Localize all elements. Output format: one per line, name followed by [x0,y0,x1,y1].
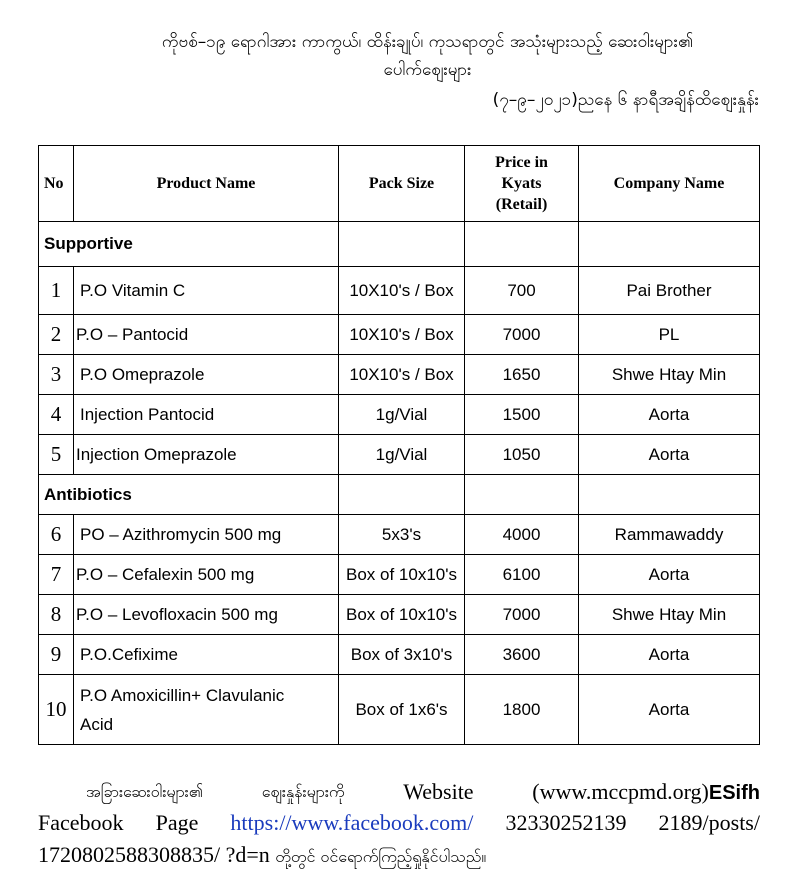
company-name: PL [579,315,760,355]
col-header-price-l3: (Retail) [495,196,548,213]
price: 1800 [465,675,579,745]
row-no: 8 [39,595,74,635]
pack-size: Box of 10x10's [339,555,465,595]
product-name: P.O Omeprazole [74,355,339,395]
col-header-pack: Pack Size [339,146,465,222]
company-name: Rammawaddy [579,515,760,555]
price: 6100 [465,555,579,595]
row-no: 3 [39,355,74,395]
price: 700 [465,267,579,315]
section-row [39,475,760,515]
row-no: 2 [39,315,74,355]
price-date-note: (၇–၉–၂၀၂၁)ညနေ ၆ နာရီအချိန်ထိစျေးနှုန်း [492,90,759,110]
empty-cell [339,222,465,267]
footer-text: 2189/posts/ [658,810,760,835]
pack-size: 1g/Vial [339,435,465,475]
product-name: P.O.Cefixime [74,635,339,675]
product-name-line1: P.O Amoxicillin+ Clavulanic [80,685,285,705]
pack-size: 10X10's / Box [339,267,465,315]
table-header-row [39,146,760,222]
facebook-link[interactable]: https://www.facebook.com/ [230,810,474,835]
table-row [39,435,760,475]
product-name-line2: Acid [80,714,114,734]
footer-text: ESifh [708,782,760,804]
pack-size: 10X10's / Box [339,355,465,395]
table-row [39,395,760,435]
row-no: 4 [39,395,74,435]
drug-price-table [38,145,760,745]
footer-line1 [38,777,760,808]
product-name: PO – Azithromycin 500 mg [74,515,339,555]
pack-size: Box of 1x6's [339,675,465,745]
section-title: Antibiotics [39,475,339,515]
table-row [39,675,760,745]
empty-cell [465,222,579,267]
table-row [39,595,760,635]
company-name: Aorta [579,555,760,595]
price: 3600 [465,635,579,675]
empty-cell [465,475,579,515]
footer-text: တို့တွင် ဝင်ရောက်ကြည့်ရှုနိုင်ပါသည်။ [275,847,487,866]
footer-text: 1720802588308835/ ?d=n [38,842,270,867]
document-title: ကိုဗစ်–၁၉ ရောဂါအား ကာကွယ်၊ ထိန်းချုပ်၊ ကုသရာတွင် အသုံးများသည့် ဆေးဝါးများ၏ [161,32,694,52]
product-name: P.O – Levofloxacin 500 mg [74,595,339,635]
price: 4000 [465,515,579,555]
price: 1650 [465,355,579,395]
company-name: Shwe Htay Min [579,595,760,635]
price: 1050 [465,435,579,475]
product-name: Injection Pantocid [74,395,339,435]
company-name: Pai Brother [579,267,760,315]
table-row [39,315,760,355]
table-row [39,635,760,675]
price: 1500 [465,395,579,435]
row-no: 7 [39,555,74,595]
website-url[interactable]: (www.mccpmd.org) [532,779,709,804]
product-name: Injection Omeprazole [74,435,339,475]
col-header-price-l1: Price in [495,154,548,171]
company-name: Aorta [579,675,760,745]
row-no: 10 [39,675,74,745]
company-name: Aorta [579,435,760,475]
document-title-line2: ပေါက်စျေးများ [383,60,472,80]
table-row [39,515,760,555]
footer-text: စျေးနှုန်းများကို [261,782,345,801]
col-header-company: Company Name [579,146,760,222]
footer-text: အခြားဆေးဝါးများ၏ [86,782,203,801]
footer-text: Page [155,810,199,835]
row-no: 5 [39,435,74,475]
footer-line3 [38,840,760,872]
table-row [39,355,760,395]
section-title: Supportive [39,222,339,267]
company-name: Aorta [579,635,760,675]
col-header-price-l2: Kyats [501,175,542,192]
empty-cell [579,475,760,515]
row-no: 1 [39,267,74,315]
product-name: P.O – Cefalexin 500 mg [74,555,339,595]
product-name: P.O Vitamin C [74,267,339,315]
price: 7000 [465,315,579,355]
product-name: P.O – Pantocid [74,315,339,355]
footer-line2 [38,808,760,838]
empty-cell [579,222,760,267]
website-link[interactable] [532,777,760,808]
pack-size: 1g/Vial [339,395,465,435]
pack-size: 5x3's [339,515,465,555]
footer-text: Facebook [38,810,124,835]
section-row [39,222,760,267]
empty-cell [339,475,465,515]
table-row [39,555,760,595]
row-no: 9 [39,635,74,675]
footer-text: 32330252139 [505,810,627,835]
table-row [39,267,760,315]
col-header-product: Product Name [74,146,339,222]
pack-size: 10X10's / Box [339,315,465,355]
footer-text: Website [403,779,474,804]
row-no: 6 [39,515,74,555]
pack-size: Box of 3x10's [339,635,465,675]
col-header-no: No [39,146,74,222]
price: 7000 [465,595,579,635]
company-name: Shwe Htay Min [579,355,760,395]
pack-size: Box of 10x10's [339,595,465,635]
product-name [74,675,339,745]
company-name: Aorta [579,395,760,435]
col-header-price [465,146,579,222]
